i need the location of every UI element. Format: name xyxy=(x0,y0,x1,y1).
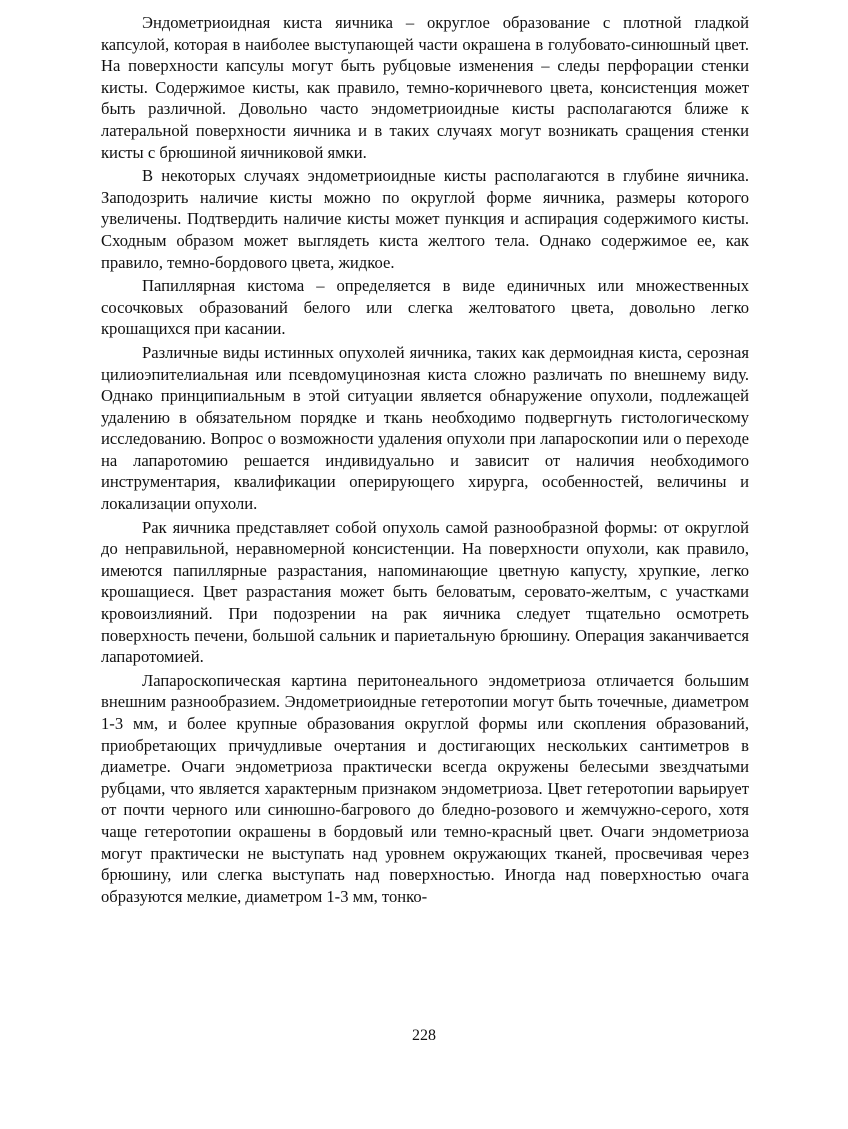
paragraph-true-tumors: Различные виды истинных опухолей яичника, таких как дермоидная киста, серозная цилиоэпителиальная или псевдомуцинозная киста сложно различать по внешнему виду. Однако принципиальным в этой ситуации является обнаружение опухоли, подлежащей удалению в обязательном порядке и ткань необходимо подвергнуть гистологическому исследованию. Вопрос о возможности удаления опухоли при лапароскопии или о переходе на лапаротомию решается индивидуально и зависит от наличия необходимого инструментария, квалификации оперирующего хирурга, особенностей, величины и локализации опухоли. xyxy=(101,342,749,514)
paragraph-endometrioid-cyst: Эндометриоидная киста яичника – округлое образование с плотной гладкой капсулой, которая в наиболее выступающей части окрашена в голубовато-синюшный цвет. На поверхности капсулы могут быть рубцовые изменения – следы перфорации стенки кисты. Содержимое кисты, как правило, темно-коричневого цвета, консистенция может быть различной. Довольно часто эндометриоидные кисты располагаются ближе к латеральной поверхности яичника и в таких случаях могут возникать сращения стенки кисты с брюшиной яичниковой ямки. xyxy=(101,13,749,162)
paragraph-deep-cyst: В некоторых случаях эндометриоидные кисты располагаются в глубине яичника. Заподозрить наличие кисты можно по округлой форме яичника, размеры которого увеличены. Подтвердить наличие кисты может пункция и аспирация содержимого кисты. Сходным образом может выглядеть киста желтого тела. Однако содержимое ее, как правило, темно-бордового цвета, жидкое. xyxy=(101,166,749,272)
paragraph-ovarian-cancer: Рак яичника представляет собой опухоль самой разнообразной формы: от округлой до неправильной, неравномерной консистенции. На поверхности опухоли, как правило, имеются папиллярные разрастания, напоминающие цветную капусту, хрупкие, легко крошащиеся. Цвет разрастания может быть беловатым, серовато-желтым, с участками кровоизлияний. При подозрении на рак яичника следует тщательно осмотреть поверхность печени, большой сальник и париетальную брюшину. Операция заканчивается лапаротомией. xyxy=(101,517,749,667)
page-number: 228 xyxy=(412,1027,436,1044)
paragraph-papillary-cystoma: Папиллярная кистома – определяется в виде единичных или множественных сосочковых образований белого или слегка желтоватого цвета, довольно легко крошащихся при касании. xyxy=(101,276,749,339)
paragraph-peritoneal-endometriosis: Лапароскопическая картина перитонеального эндометриоза отличается большим внешним разнообразием. Эндометриоидные гетеротопии могут быть точечные, диаметром 1-3 мм, и более крупные образования округлой формы или скопления образований, приобретающих причудливые очертания и достигающих нескольких сантиметров в диаметре. Очаги эндометриоза практически всегда окружены белесыми звездчатыми рубцами, что является характерным признаком эндометриоза. Цвет гетеротопии варьирует от почти черного или синюшно-багрового до бледно-розового и жемчужно-серого, хотя чаще гетеротопии окрашены в бордовый или темно-красный цвет. Очаги эндометриоза могут практически не выступать над уровнем окружающих тканей, просвечивая через брюшину, или слегка выступать над поверхностью. Иногда над поверхностью очага образуются мелкие, диаметром 1-3 мм, тонко- xyxy=(101,670,749,906)
page-body xyxy=(101,12,749,907)
